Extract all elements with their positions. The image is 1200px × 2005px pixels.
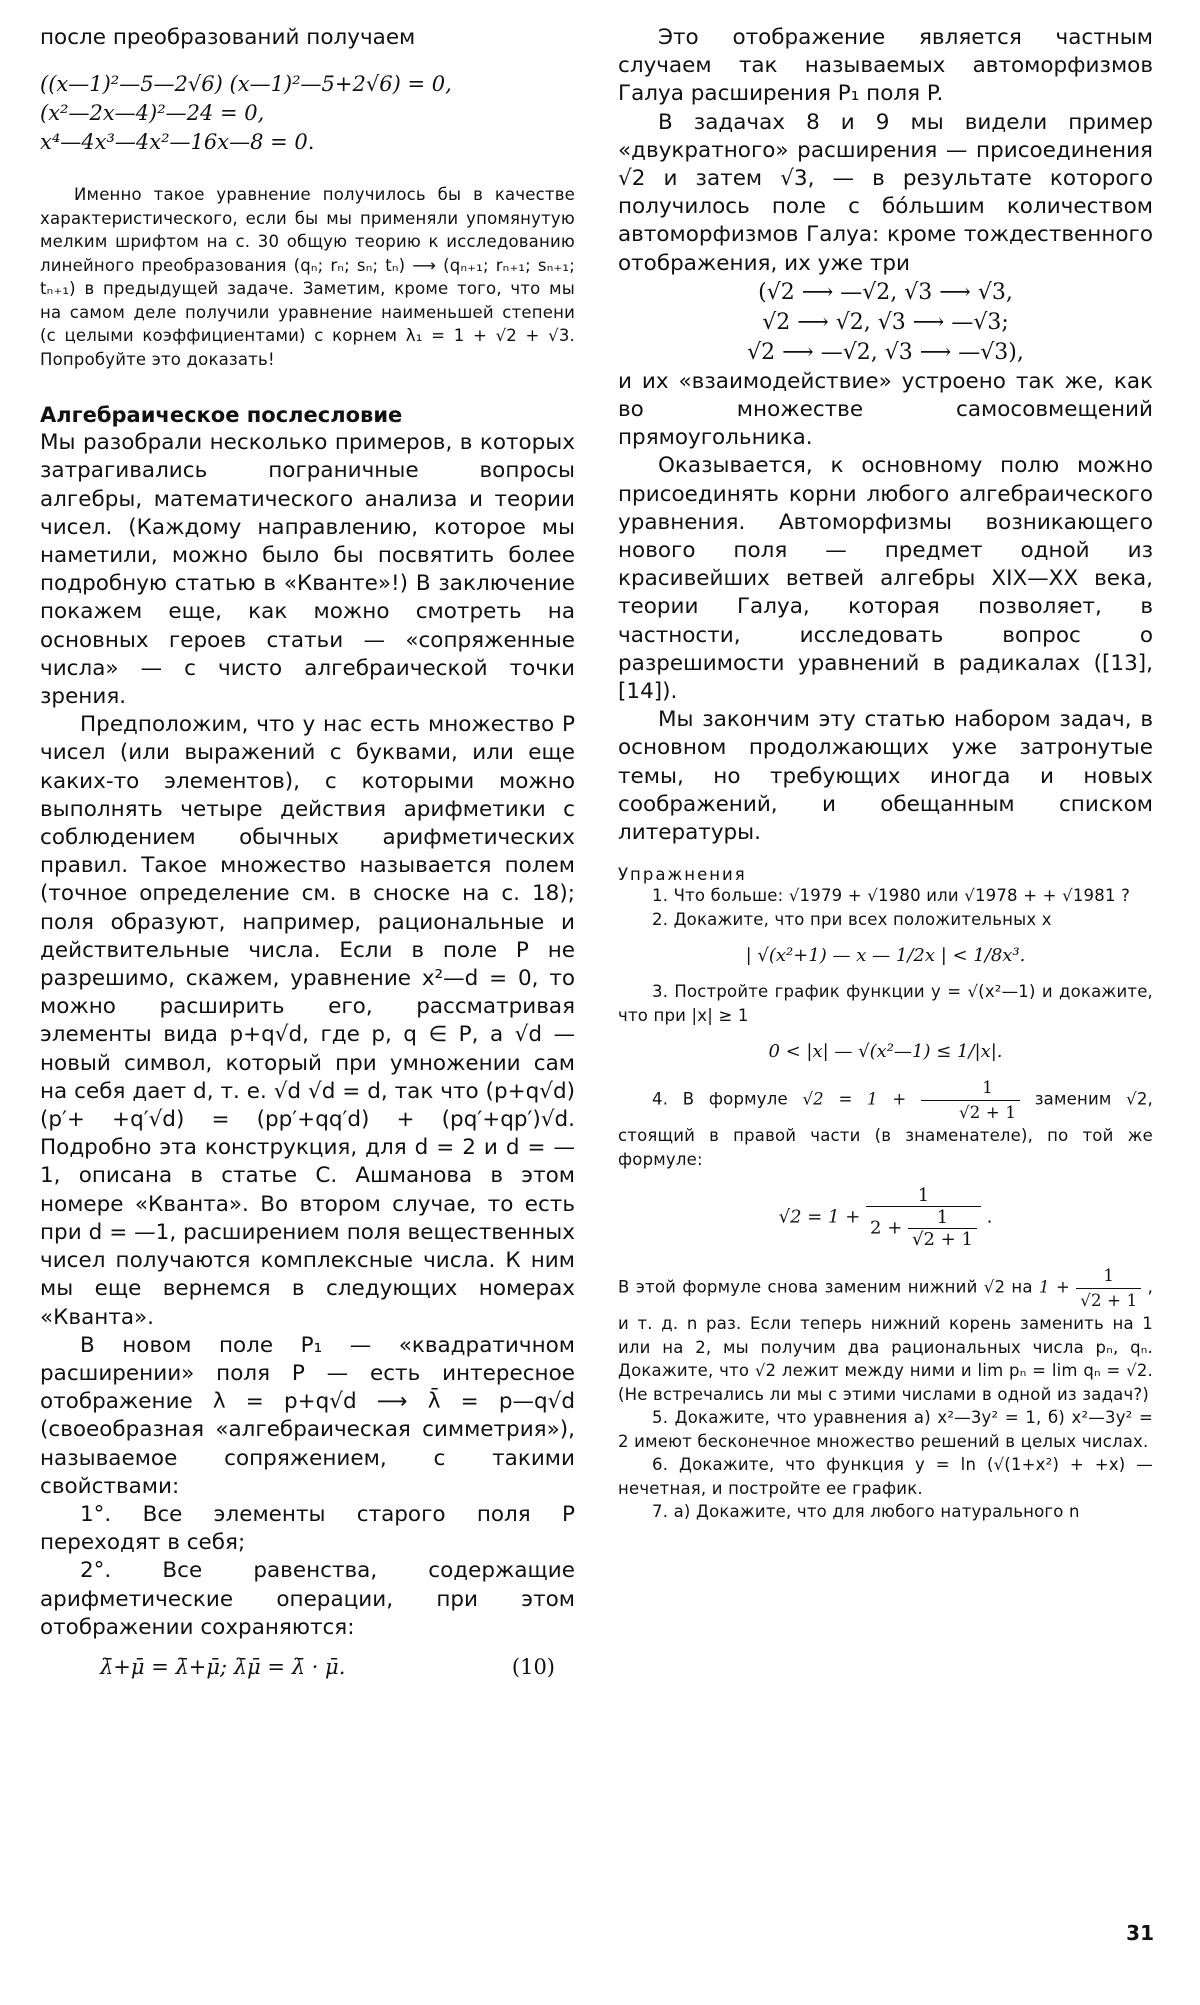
r-paragraph-1: Это отображение является частным случаем так называемых автоморфизмов Галуа расширения P₁ поля P. [618, 25, 1153, 107]
cf-lhs: √2 = 1 + [778, 1206, 861, 1228]
equation-body: λ̄+μ̄ = λ̄+μ̄; λ̄μ̄ = λ̄ · μ̄. [100, 1654, 346, 1679]
ex4-cont-fraction [1076, 1264, 1141, 1312]
cf-outer-denominator [866, 1207, 981, 1250]
r-paragraph-5: Мы закончим эту статью набором задач, в основном продолжающих уже затронутые темы, но требующих иногда и новых соображений, и обещанным списком литературы. [618, 707, 1153, 846]
property-1: 1°. Все элементы старого поля P переходят в себя; [40, 1501, 575, 1556]
transformation-formulas [40, 70, 575, 157]
paragraph-3: В новом поле P₁ — «квадратичном расширении» поля P — есть интересное отображение λ = p+q√d ⟶ λ̄ = p—q√d (своеобразная «алгебраическая симметрия»), называемое сопряжением, с такими свойствами: [40, 1332, 575, 1499]
right-column [618, 24, 1153, 1524]
equation-number: (10) [511, 1654, 555, 1679]
formula-3: x⁴—4x³—4x²—16x—8 = 0. [40, 130, 315, 155]
small-print-note: Именно такое уравнение получилось бы в качестве характеристического, если бы мы применяли упомянутую мелким шрифтом на с. 30 общую теорию к исследованию линейного преобразования (qₙ; rₙ; sₙ; tₙ) ⟶ (qₙ₊₁; rₙ₊₁; sₙ₊₁; tₙ₊₁) в предыдущей задаче. Заметим, кроме того, что мы на самом деле получили уравнение наименьшей степени (с целыми коэффициентами) с корнем λ₁ = 1 + √2 + √3. Попробуйте это доказать! [40, 185, 575, 369]
cf-den-prefix: 2 + [870, 1217, 903, 1239]
section-heading: Алгебраическое послесловие [40, 403, 403, 428]
r-paragraph-3: и их «взаимодействие» устроено так же, как во множестве самосовмещений прямоугольника. [618, 368, 1153, 451]
formula-1: ((x—1)²—5—2√6) (x—1)²—5+2√6) = 0, [40, 72, 452, 97]
cf-outer-fraction [866, 1185, 981, 1250]
exercise-4 [618, 1076, 1153, 1171]
exercise-3: 3. Постройте график функции y = √(x²—1) и докажите, что при |x| ≥ 1 [618, 982, 1153, 1025]
intro-line: после преобразований получаем [40, 25, 416, 50]
cf-inner-fraction [908, 1207, 977, 1250]
exercise-1: 1. Что больше: √1979 + √1980 или √1978 + + √1981 ? [652, 886, 1131, 906]
paragraph-2: Предположим, что у нас есть множество P чисел (или выражений с буквами, или еще каких-то элементов), с которыми можно выполнять четыре действия арифметики с соблюдением обычных арифметических правил. Такое множество называется полем (точное определение см. в сноске на с. 18); поля образуют, например, рациональные и действительные числа. Если в поле P не разрешимо, скажем, уравнение x²—d = 0, то можно расширить его, рассматривая элементы вида p+q√d, где p, q ∈ P, а √d — новый символ, который при умножении сам на себя дает d, т. е. √d √d = d, так что (p+q√d)(p′+ +q′√d) = (pp′+qq′d) + (pq′+qp′)√d. Подробно эта конструкция, для d = 2 и d = —1, описана в статье С. Ашманова в этом номере «Кванта». Во втором случае, то есть при d = —1, расширением поля вещественных чисел получаются комплексные числа. К ним мы еще вернемся в следующих номерах «Кванта». [40, 712, 575, 1330]
continued-fraction-formula [618, 1185, 1153, 1250]
mapping-line-3: √2 ⟶ —√2, √3 ⟶ —√3), [747, 339, 1024, 365]
exercise-4-continued [618, 1264, 1153, 1406]
exercise-4-start: 4. В формуле [652, 1089, 788, 1109]
cf-end: . [986, 1206, 993, 1228]
exercise-4-end: заменим √2, стоящий в правой части (в знаменателе), по той же формуле: [618, 1089, 1153, 1169]
ex4-cont-lhs: 1 + [1039, 1277, 1070, 1297]
exercise-2: 2. Докажите, что при всех положительных x [652, 909, 1052, 929]
fraction-numerator: 1 [921, 1076, 1020, 1101]
exercise-2-formula: | √(x²+1) — x — 1/2x | < 1/8x³. [745, 945, 1026, 967]
page-number: 31 [1126, 1921, 1154, 1945]
cf-inner-numerator: 1 [908, 1207, 977, 1229]
mapping-line-2: √2 ⟶ √2, √3 ⟶ —√3; [762, 309, 1009, 335]
ex4-cont-numerator: 1 [1076, 1264, 1141, 1289]
ex4-cont-rest: , и т. д. n раз. Если теперь нижний корень заменить на 1 или на 2, мы получим два рациональных числа pₙ, qₙ. Докажите, что √2 лежит между ними и lim pₙ = lim qₙ = √2. (Не встречались ли мы с этими числами в одной из задач?) [618, 1277, 1154, 1404]
exercise-3-formula: 0 < |x| — √(x²—1) ≤ 1/|x|. [768, 1041, 1003, 1063]
automorphism-list [618, 278, 1153, 368]
ex4-cont-denominator: √2 + 1 [1080, 1290, 1138, 1310]
property-2: 2°. Все равенства, содержащие арифметические операции, при этом отображении сохраняются: [40, 1558, 575, 1640]
exercise-4-fraction [921, 1076, 1020, 1124]
formula-2: (x²—2x—4)²—24 = 0, [40, 101, 265, 126]
cf-outer-numerator: 1 [866, 1185, 981, 1207]
paragraph-1: Мы разобрали несколько примеров, в которых затрагивались пограничные вопросы алгебры, математического анализа и теории чисел. (Каждому направлению, которое мы наметили, можно было бы посвятить более подробную статью в «Кванте»!) В заключение покажем еще, как можно смотреть на основных героев статьи — «сопряженные числа» — с чисто алгебраической точки зрения. [40, 430, 575, 710]
ex4-cont-start: В этой формуле снова заменим нижний √2 на [618, 1277, 1033, 1297]
equation-10 [40, 1652, 575, 1682]
exercise-7: 7. а) Докажите, что для любого натурального n [652, 1502, 1080, 1522]
mapping-line-1: (√2 ⟶ —√2, √3 ⟶ √3, [758, 279, 1013, 305]
r-paragraph-2: В задачах 8 и 9 мы видели пример «двукратного» расширения — присоединения √2 и затем √3, — в результате которого получилось поле с бо́льшим количеством автоморфизмов Галуа: кроме тождественного отображения, их уже три [618, 109, 1153, 276]
exercise-6: 6. Докажите, что функция y = ln (√(1+x²) + +x) — нечетная, и постройте ее график. [618, 1455, 1153, 1498]
fraction-denominator: √2 + 1 [959, 1102, 1017, 1122]
r-paragraph-4: Оказывается, к основному полю можно присоединять корни любого алгебраического уравнения. Автоморфизмы возникающего нового поля — предмет одной из красивейших ветвей алгебры XIX—XX века, теории Галуа, которая позволяет, в частности, исследовать вопрос о разрешимости уравнений в радикалах ([13], [14]). [618, 453, 1153, 705]
exercise-4-lhs: √2 = 1 + [802, 1089, 907, 1109]
left-column [40, 24, 575, 1682]
exercises-title: Упражнения [618, 865, 747, 885]
exercise-5: 5. Докажите, что уравнения а) x²—3y² = 1, б) x²—3y² = 2 имеют бесконечное множество решений в целых числах. [618, 1408, 1153, 1451]
cf-inner-denominator: √2 + 1 [912, 1229, 973, 1251]
